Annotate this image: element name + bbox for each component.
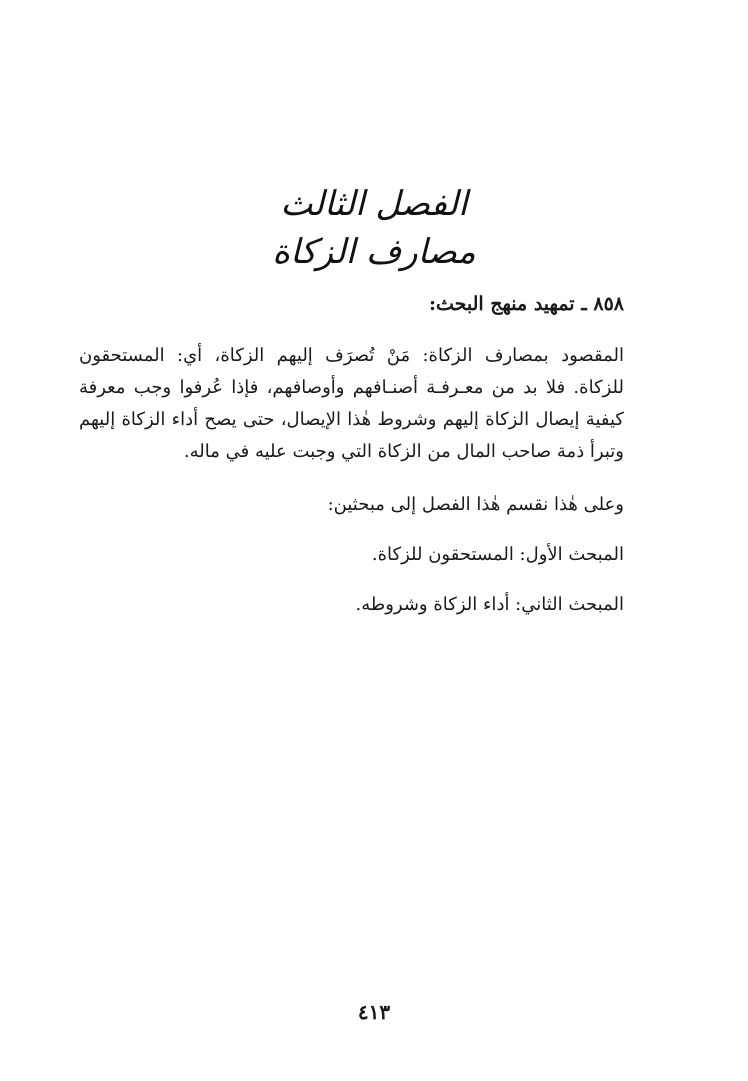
topic-second: المبحث الثاني: أداء الزكاة وشروطه. [355,594,624,615]
topic-first: المبحث الأول: المستحقون للزكاة. [371,544,624,565]
chapter-title [0,180,748,276]
chapter-title-line-1: الفصل الثالث [280,184,468,224]
section-heading: ٨٥٨ ـ تمهيد منهج البحث: [428,293,624,315]
division-intro: وعلى هٰذا نقسم هٰذا الفصل إلى مبحثين: [327,494,624,515]
body-paragraph: المقصود بمصارف الزكاة: مَنْ تُصرَف إليهم الزكاة، أي: المستحقون للزكاة. فلا بد من معـرفـة أصنـافهم وأوصافهم، فإذا عُرفوا وجب معرفة كيفية إيصال الزكاة إليهم وشروط هٰذا الإيصال، حتى يصح أداء الزكاة إليهم وتبرأ ذمة صاحب المال من الزكاة التي وجبت عليه في ماله. [79,345,624,462]
page-number: ٤١٣ [357,1000,391,1024]
chapter-title-line-2: مصارف الزكاة [272,232,476,272]
